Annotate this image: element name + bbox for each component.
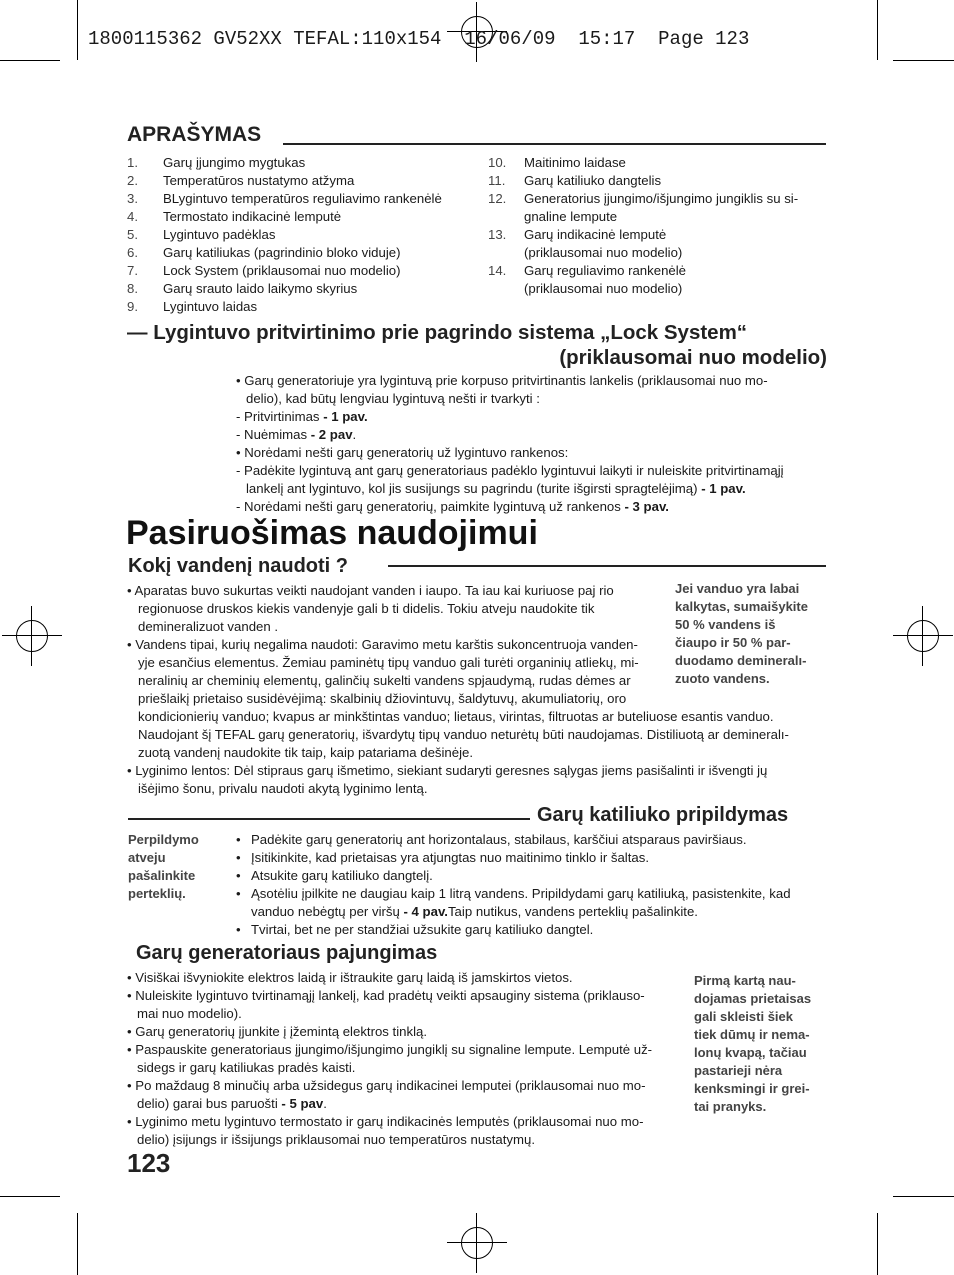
- text-line: neralinių ar cheminių elementų, galinčių sukelti vandens spjaudymą, rudas dėmes ar: [138, 673, 631, 688]
- text-line: atveju: [128, 850, 166, 865]
- text-line: pašalinkite: [128, 868, 196, 883]
- text-line: • Lyginimo lentos: Dėl stipraus garų išmetimo, siekiant sudaryti geresnes sąlygas jiems pasišalinti ir išvengti jų: [127, 763, 768, 778]
- text-line: regionuose druskos kiekis vandenyje gali b ti didelis. Tokiu atveju naudokite tik: [138, 601, 595, 616]
- text-line: perteklių.: [128, 886, 186, 901]
- list-item: [127, 226, 477, 244]
- text-line: zuoto vandens.: [675, 671, 770, 686]
- power-text: [127, 969, 687, 1149]
- crop-mark: [893, 1196, 954, 1197]
- fill-step: • Tvirtai, bet ne per standžiai užsukite garų katiliuko dangtel.: [236, 922, 594, 937]
- power-line: sidegs ir garų katiliukas pradės kaisti.: [137, 1060, 356, 1075]
- page-title: Pasiruošimas naudojimui: [126, 514, 538, 552]
- text-line: yje esančius elementus. Žemiau paminėtų tipų vanduo gali turėti organinių atliekų, mi-: [138, 655, 639, 670]
- text-line: Jei vanduo yra labai: [675, 581, 800, 596]
- item-number: 1.: [127, 155, 138, 170]
- lock-line: lankelį ant lygintuvo, kol jis susijungs su pagrindu (turite išgirsti spragtelėjimą) - 1 pav.: [246, 481, 746, 496]
- list-item: [127, 244, 477, 262]
- lock-text: [236, 372, 836, 516]
- print-page: Page 123: [658, 28, 750, 50]
- fill-heading: Garų katiliuko pripildymas: [537, 804, 789, 826]
- description-heading: APRAŠYMAS: [127, 123, 262, 146]
- text-line: kalkytas, sumaišykite: [675, 599, 808, 614]
- item-number: 12.: [488, 191, 507, 206]
- lock-line: - Padėkite lygintuvą ant garų generatoriaus padėklo lygintuvui laikyti ir nuleiskite pritvirtinamąjį: [236, 463, 784, 478]
- print-file: 1800115362 GV52XX TEFAL:110x154: [88, 28, 442, 50]
- registration-mark: [2, 606, 62, 666]
- item-number: 13.: [488, 227, 507, 242]
- text-line: • Vandens tipai, kurių negalima naudoti: Garavimo metu karštis sukoncentruoja vanden-: [127, 637, 638, 652]
- print-time: 15:17: [578, 28, 636, 50]
- lock-title-line1: — Lygintuvo pritvirtinimo prie pagrindo sistema „Lock System“: [127, 321, 748, 344]
- item-number: 9.: [127, 299, 138, 314]
- item-number: 6.: [127, 245, 138, 260]
- text-line: priešlaikį prietaiso susidėvėjimą: skalbinių džiovintuvų, šaldytuvų, akumuliatorių, oro: [138, 691, 627, 706]
- item-number: 8.: [127, 281, 138, 296]
- item-text: Lygintuvo padėklas: [163, 227, 276, 242]
- list-item: [488, 208, 828, 226]
- text-line: pastarieji nėra: [694, 1063, 783, 1078]
- item-number: [488, 208, 524, 226]
- lock-line: - Pritvirtinimas - 1 pav.: [236, 409, 368, 424]
- lock-line: delio), kad būtų lengviau lygintuvą nešti ir tvarkyti :: [246, 391, 540, 406]
- fill-steps: [236, 831, 836, 939]
- lock-line: - Nuėmimas - 2 pav.: [236, 427, 357, 442]
- fill-step: • Atsukite garų katiliuko dangtelį.: [236, 868, 433, 883]
- power-line: • Visiškai išvyniokite elektros laidą ir ištraukite garų laidą iš jamskirtos vietos.: [127, 970, 573, 985]
- list-item: [488, 172, 828, 190]
- text-line: kondicionierių vanduo; kvapus ar minkštintas vanduo; lietaus, virintas, filtruotas ar buteliuose esantis vanduo.: [138, 709, 774, 724]
- item-text: Temperatūros nustatymo atžyma: [163, 173, 355, 188]
- text-line: duodamo demineralı-: [675, 653, 807, 668]
- list-item: [488, 244, 828, 262]
- item-text: Lygintuvo laidas: [163, 299, 258, 314]
- power-line: mai nuo modelio).: [137, 1006, 242, 1021]
- item-number: [488, 280, 524, 298]
- water-heading: Kokį vandenį naudoti ?: [128, 555, 349, 577]
- text-line: lonų kvapą, tačiau: [694, 1045, 807, 1060]
- item-text: (priklausomai nuo modelio): [524, 281, 683, 296]
- list-item: [127, 190, 477, 208]
- list-item: [127, 262, 477, 280]
- list-item: [127, 154, 477, 172]
- power-side-note: [694, 972, 844, 1116]
- item-text: gnaline lempute: [524, 209, 618, 224]
- print-date: 16/06/09: [464, 28, 556, 50]
- list-item: [488, 280, 828, 298]
- heading-rule: [388, 565, 826, 567]
- text-line: išėjimo šonu, privalu naudoti akytą lyginimo lentą.: [138, 781, 428, 796]
- crop-mark: [77, 0, 78, 60]
- power-line: delio) garai bus paruošti - 5 pav.: [137, 1096, 327, 1111]
- text-line: • Aparatas buvo sukurtas veikti naudojant vanden i iaupo. Ta iau kai kuriuose paj rio: [127, 583, 614, 598]
- text-line: tai pranyks.: [694, 1099, 767, 1114]
- power-heading: Garų generatoriaus pajungimas: [136, 942, 438, 964]
- text-line: dojamas prietaisas: [694, 991, 812, 1006]
- heading-rule: [128, 818, 530, 820]
- list-item: [488, 262, 828, 280]
- text-line: Pirmą kartą nau-: [694, 973, 796, 988]
- item-text: BLygintuvo temperatūros reguliavimo rankenėlė: [163, 191, 442, 206]
- text-line: kenksmingi ir grei-: [694, 1081, 810, 1096]
- item-number: 14.: [488, 263, 507, 278]
- crop-mark: [0, 60, 60, 61]
- power-line: delio) įsijungs ir išsijungs priklausomai nuo temperatūros nustatymų.: [137, 1132, 536, 1147]
- item-text: Garų katiliuko dangtelis: [524, 173, 662, 188]
- item-number: [488, 244, 524, 262]
- print-header: [88, 6, 749, 50]
- item-number: 2.: [127, 173, 138, 188]
- lock-line: • Garų generatoriuje yra lygintuvą prie korpuso pritvirtinantis lankelis (priklausomai nuo mo-: [236, 373, 768, 388]
- item-number: 3.: [127, 191, 138, 206]
- item-number: 7.: [127, 263, 138, 278]
- power-line: • Po maždaug 8 minučių arba užsidegus garų indikacinei lemputei (priklausomai nuo mo-: [127, 1078, 646, 1093]
- item-text: (priklausomai nuo modelio): [524, 245, 683, 260]
- crop-mark: [77, 1213, 78, 1275]
- registration-mark: [447, 1213, 507, 1273]
- fill-step: • Įsitikinkite, kad prietaisas yra atjungtas nuo maitinimo tinklo ir šaltas.: [236, 850, 649, 865]
- parts-list-left: [127, 154, 477, 316]
- power-line: • Lyginimo metu lygintuvo termostato ir garų indikacinės lemputės (priklausomai nuo mo-: [127, 1114, 644, 1129]
- item-text: Garų katiliukas (pagrindinio bloko viduje): [163, 245, 401, 260]
- list-item: [488, 226, 828, 244]
- lock-title-line2: (priklausomai nuo modelio): [559, 346, 827, 369]
- fill-side-note: [128, 831, 228, 903]
- fill-step: • Padėkite garų generatorių ant horizontalaus, stabilaus, karščiui atsparaus paviršiaus.: [236, 832, 747, 847]
- item-number: 11.: [488, 173, 506, 188]
- heading-rule: [283, 143, 826, 145]
- item-number: 5.: [127, 227, 138, 242]
- text-line: zuotą vandenį naudokite tik taip, kaip patariama dešinėje.: [138, 745, 474, 760]
- power-line: • Paspauskite generatoriaus įjungimo/išjungimo jungiklį su signaline lempute. Lemputė už-: [127, 1042, 653, 1057]
- lock-line: • Norėdami nešti garų generatorių už lygintuvo rankenos:: [236, 445, 569, 460]
- list-item: [127, 172, 477, 190]
- list-item: [488, 190, 828, 208]
- item-text: Lock System (priklausomai nuo modelio): [163, 263, 401, 278]
- text-line: tiek dūmų ir nema-: [694, 1027, 810, 1042]
- text-line: Naudojant šį TEFAL garų generatorių, išvardytų tipų vanduo neturėtų būti naudojamas. Distiliuotą ar demineralı-: [138, 727, 789, 742]
- item-text: Garų įjungimo mygtukas: [163, 155, 306, 170]
- text-line: Perpildymo: [128, 832, 199, 847]
- text-line: 50 % vandens iš: [675, 617, 776, 632]
- item-text: Garų srauto laido laikymo skyrius: [163, 281, 358, 296]
- text-line: čiaupo ir 50 % par-: [675, 635, 791, 650]
- crop-mark: [0, 1196, 60, 1197]
- list-item: [127, 280, 477, 298]
- registration-mark: [893, 606, 953, 666]
- lock-title: [127, 320, 827, 370]
- power-line: • Nuleiskite lygintuvo tvirtinamąjį lankelį, kad pradėtų veikti apsauginy sistema (priklauso-: [127, 988, 645, 1003]
- crop-mark: [893, 60, 954, 61]
- crop-mark: [877, 0, 878, 60]
- list-item: [127, 298, 477, 316]
- fill-step: vanduo nebėgtų per viršų - 4 pav.Taip nutikus, vandens perteklių pašalinkite.: [251, 904, 698, 919]
- list-item: [127, 208, 477, 226]
- fill-step: • Ąsotėliu įpilkite ne daugiau kaip 1 litrą vandens. Pripildydami garų katiliuką, pasistenkite, kad: [236, 886, 791, 901]
- water-side-note: [675, 580, 835, 688]
- power-line: • Garų generatorių įjunkite į įžemintą elektros tinklą.: [127, 1024, 428, 1039]
- lock-line: - Norėdami nešti garų generatorių, paimkite lygintuvą už rankenos - 3 pav.: [236, 499, 669, 514]
- text-line: demineralizuot vanden .: [138, 619, 279, 634]
- list-item: [488, 154, 828, 172]
- item-text: Generatorius įjungimo/išjungimo jungiklis su si-: [524, 191, 799, 206]
- page-number: 123: [127, 1148, 171, 1178]
- item-text: Termostato indikacinė lemputė: [163, 209, 342, 224]
- parts-list-right: [488, 154, 828, 298]
- text-line: gali skleisti šiek: [694, 1009, 794, 1024]
- crop-mark: [877, 1213, 878, 1275]
- item-number: 4.: [127, 209, 138, 224]
- item-text: Garų reguliavimo rankenėlė: [524, 263, 686, 278]
- item-number: 10.: [488, 155, 507, 170]
- item-text: Maitinimo laidase: [524, 155, 626, 170]
- item-text: Garų indikacinė lemputė: [524, 227, 667, 242]
